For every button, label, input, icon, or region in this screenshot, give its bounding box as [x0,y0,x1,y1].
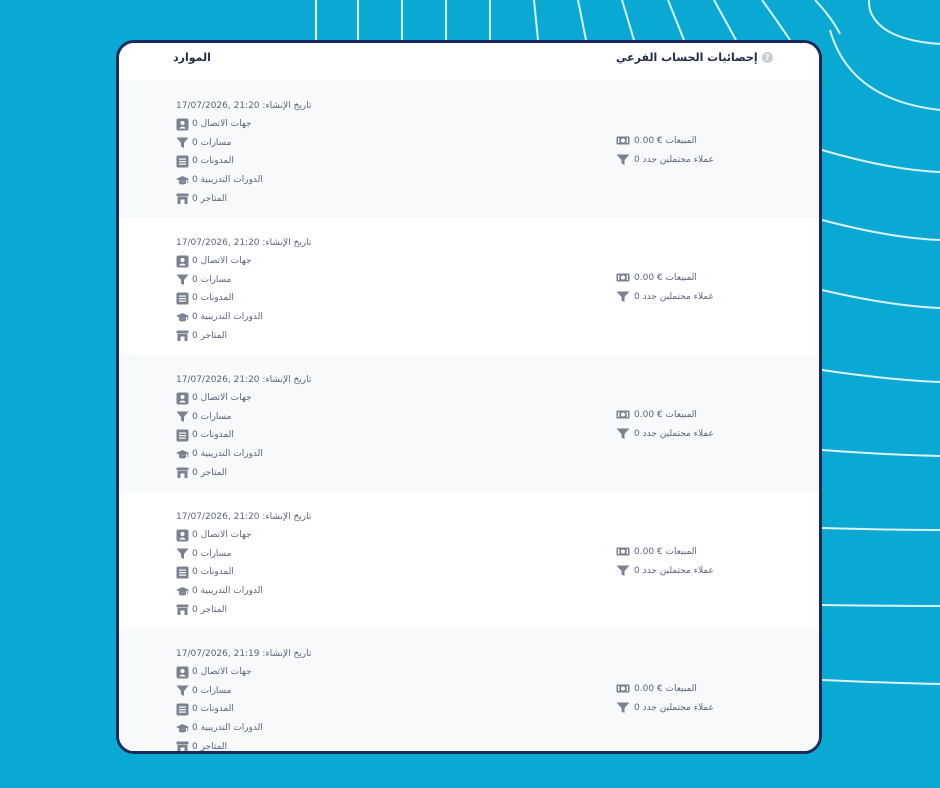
graduation-cap-icon [176,311,189,324]
stores-label: المتاجر 0 [192,330,228,341]
stores-count [176,189,311,208]
money-icon [616,545,630,558]
stores-count [176,737,311,754]
stats-cell [616,131,714,169]
blogs-label: المدونات 0 [192,704,234,715]
new-leads-label: عملاء محتملين جدد 0 [634,291,714,302]
money-icon [616,408,630,421]
blogs-label: المدونات 0 [192,293,234,304]
contacts-count [176,252,311,271]
new-leads-stat [616,561,714,580]
funnel-icon [176,410,189,423]
contacts-count [176,115,311,134]
contact-card-icon [176,255,189,268]
blogs-label: المدونات 0 [192,156,234,167]
new-leads-label: عملاء محتملين جدد 0 [634,154,714,165]
funnels-label: مسارات 0 [192,548,232,559]
funnel-icon [176,547,189,560]
funnel-icon [616,290,630,303]
sales-label: المبيعات € 0.00 [634,272,697,283]
resources-cell [176,96,311,208]
subaccount-card [116,40,822,754]
stores-label: المتاجر 0 [192,193,228,204]
funnels-count [176,134,311,153]
contact-card-icon [176,392,189,405]
resources-cell [176,370,311,482]
contacts-label: جهات الاتصال 0 [192,119,252,130]
courses-count [176,171,311,190]
table-row [119,629,819,754]
contacts-label: جهات الاتصال 0 [192,393,252,404]
graduation-cap-icon [176,448,189,461]
table-header [119,43,819,81]
contacts-label: جهات الاتصال 0 [192,530,252,541]
table-row [119,355,819,492]
courses-label: الدورات التدريبية 0 [192,449,263,460]
new-leads-stat [616,424,714,443]
resources-cell [176,507,311,619]
graduation-cap-icon [176,585,189,598]
document-icon [176,429,189,442]
funnels-label: مسارات 0 [192,411,232,422]
sales-stat [616,131,714,150]
stores-label: المتاجر 0 [192,467,228,478]
new-leads-stat [616,698,714,717]
contacts-count [176,389,311,408]
funnel-icon [616,153,630,166]
document-icon [176,703,189,716]
created-date: 17/07/2026, 21:19 :تاريخ الإنشاء [176,648,312,659]
graduation-cap-icon [176,722,189,735]
courses-count [176,582,311,601]
blogs-label: المدونات 0 [192,567,234,578]
blogs-count [176,426,311,445]
funnels-count [176,271,311,290]
new-leads-stat [616,287,714,306]
money-icon [616,271,630,284]
graduation-cap-icon [176,174,189,187]
table-row [119,492,819,629]
stats-cell [616,268,714,306]
funnel-icon [176,273,189,286]
stores-count [176,463,311,482]
courses-count [176,445,311,464]
sales-label: المبيعات € 0.00 [634,683,697,694]
contact-card-icon [176,118,189,131]
resources-cell [176,644,311,754]
document-icon [176,155,189,168]
courses-label: الدورات التدريبية 0 [192,586,263,597]
courses-label: الدورات التدريبية 0 [192,175,263,186]
created-date: 17/07/2026, 21:20 :تاريخ الإنشاء [176,100,312,111]
blogs-count [176,289,311,308]
stores-label: المتاجر 0 [192,604,228,615]
stats-column-title [616,51,773,64]
rows-list [119,81,819,754]
money-icon [616,682,630,695]
blogs-count [176,700,311,719]
stores-count [176,326,311,345]
funnels-count [176,408,311,427]
funnels-label: مسارات 0 [192,685,232,696]
funnels-label: مسارات 0 [192,137,232,148]
new-leads-label: عملاء محتملين جدد 0 [634,565,714,576]
store-icon [176,466,189,479]
sales-label: المبيعات € 0.00 [634,409,697,420]
courses-count [176,308,311,327]
created-date: 17/07/2026, 21:20 :تاريخ الإنشاء [176,374,312,385]
contact-card-icon [176,666,189,679]
table-row [119,218,819,355]
document-icon [176,566,189,579]
funnel-icon [176,136,189,149]
store-icon [176,329,189,342]
courses-count [176,719,311,738]
stats-title-text: إحصائيات الحساب الفرعي [616,51,758,64]
stats-cell [616,679,714,717]
resources-column-title: الموارد [173,51,211,64]
funnel-icon [616,564,630,577]
sales-stat [616,405,714,424]
sales-stat [616,679,714,698]
store-icon [176,603,189,616]
contacts-count [176,526,311,545]
table-row [119,81,819,218]
store-icon [176,740,189,753]
created-date: 17/07/2026, 21:20 :تاريخ الإنشاء [176,511,312,522]
funnels-count [176,545,311,564]
blogs-label: المدونات 0 [192,430,234,441]
sales-label: المبيعات € 0.00 [634,546,697,557]
blogs-count [176,563,311,582]
stats-cell [616,542,714,580]
funnel-icon [616,701,630,714]
contacts-label: جهات الاتصال 0 [192,667,252,678]
funnel-icon [176,684,189,697]
courses-label: الدورات التدريبية 0 [192,312,263,323]
funnel-icon [616,427,630,440]
funnels-count [176,682,311,701]
contacts-count [176,663,311,682]
money-icon [616,134,630,147]
sales-stat [616,542,714,561]
sales-label: المبيعات € 0.00 [634,135,697,146]
store-icon [176,192,189,205]
document-icon [176,292,189,305]
new-leads-label: عملاء محتملين جدد 0 [634,702,714,713]
stores-label: المتاجر 0 [192,741,228,752]
help-icon[interactable]: ? [762,52,773,63]
blogs-count [176,152,311,171]
created-date: 17/07/2026, 21:20 :تاريخ الإنشاء [176,237,312,248]
stores-count [176,600,311,619]
new-leads-label: عملاء محتملين جدد 0 [634,428,714,439]
new-leads-stat [616,150,714,169]
funnels-label: مسارات 0 [192,274,232,285]
stats-cell [616,405,714,443]
contact-card-icon [176,529,189,542]
sales-stat [616,268,714,287]
courses-label: الدورات التدريبية 0 [192,723,263,734]
resources-cell [176,233,311,345]
contacts-label: جهات الاتصال 0 [192,256,252,267]
